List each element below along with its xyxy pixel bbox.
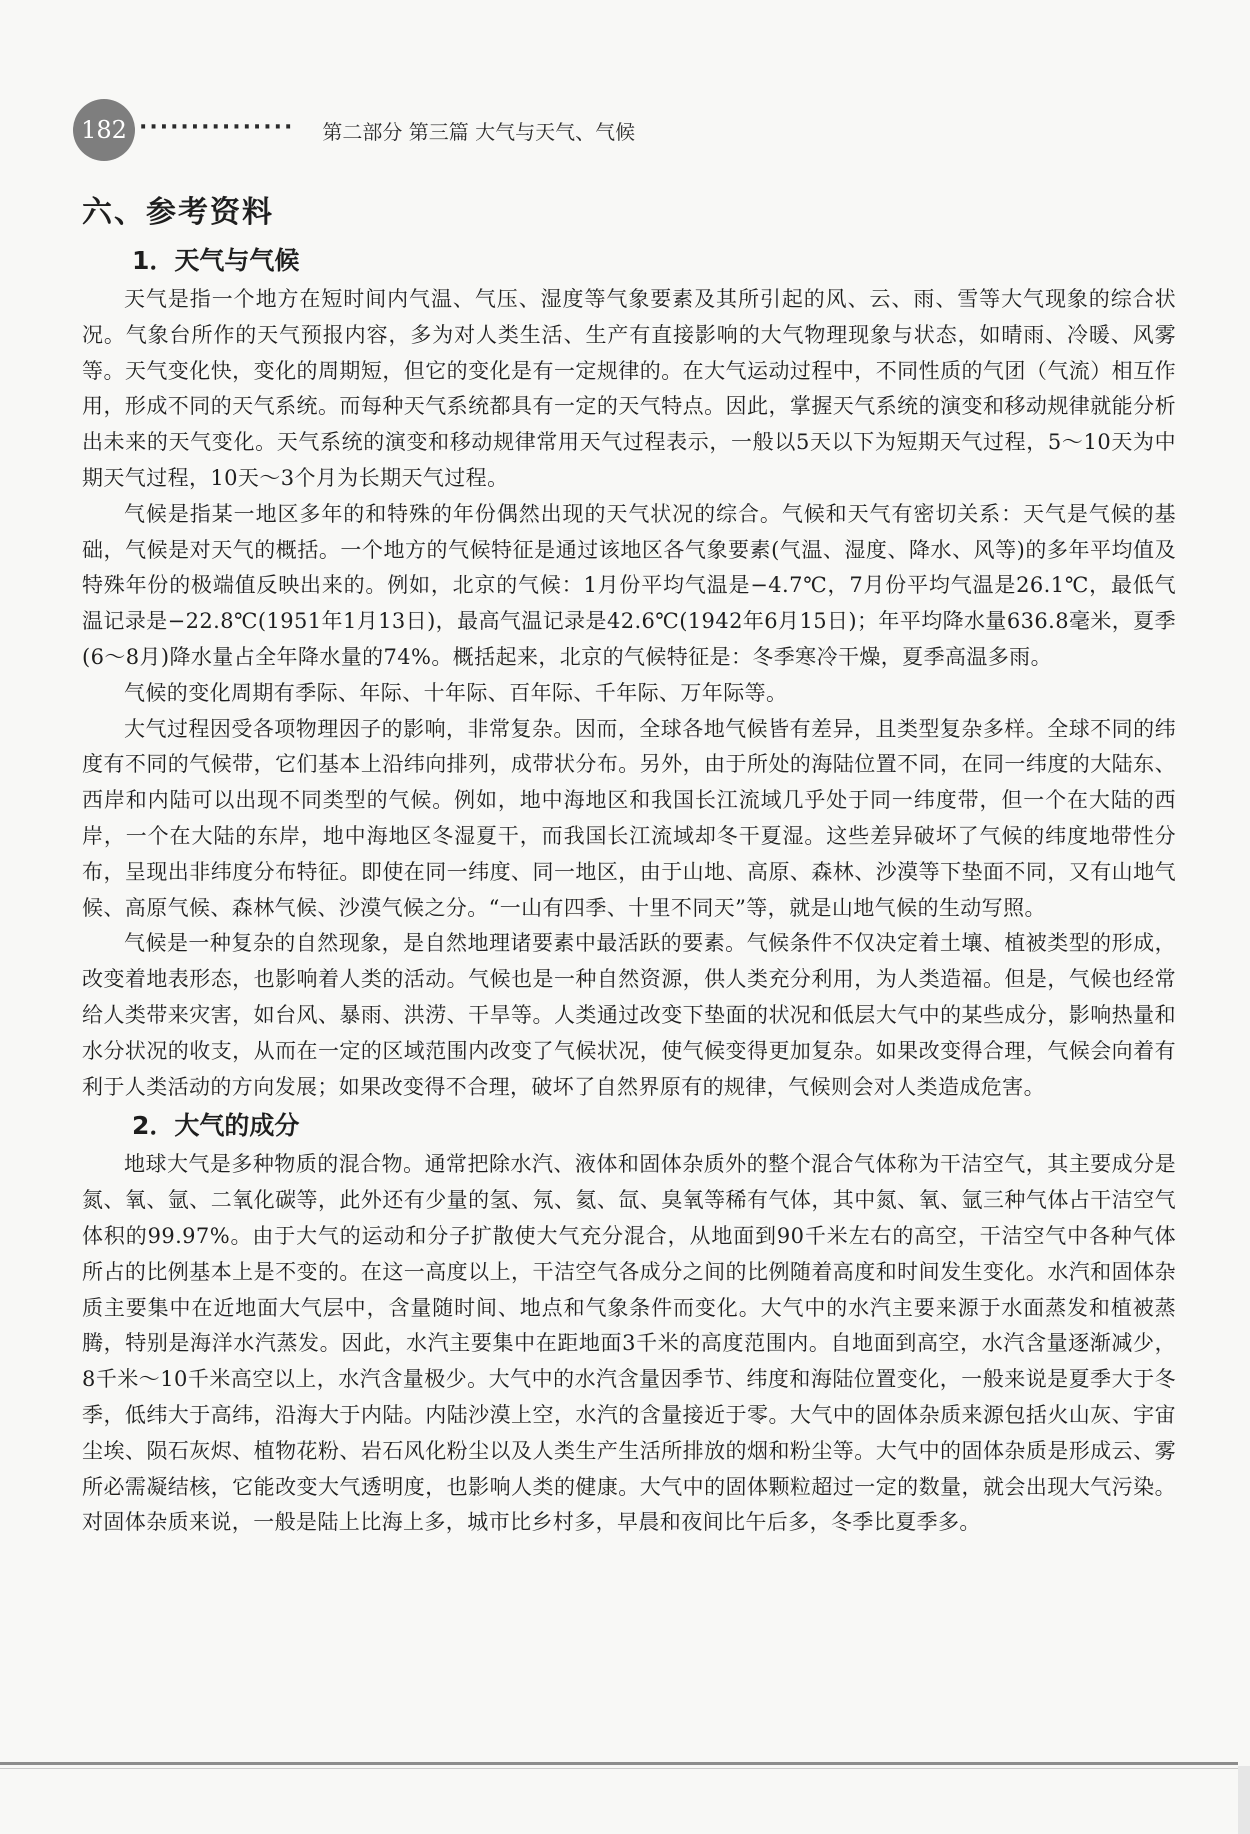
bottom-divider bbox=[0, 1762, 1238, 1765]
paragraph: 大气过程因受各项物理因子的影响，非常复杂。因而，全球各地气候皆有差异，且类型复杂多样。全球不同的纬度有不同的气候带，它们基本上沿纬向排列，成带状分布。另外，由于所处的海陆位置不同，在同一纬度的大陆东、西岸和内陆可以出现不同类型的气候。例如，地中海地区和我国长江流域几乎处于同一纬度带，但一个在大陆的西岸，一个在大陆的东岸，地中海地区冬湿夏干，而我国长江流域却冬干夏湿。这些差异破坏了气候的纬度地带性分布，呈现出非纬度分布特征。即使在同一纬度、同一地区，由于山地、高原、森林、沙漠等下垫面不同，又有山地气候、高原气候、森林气候、沙漠气候之分。“一山有四季、十里不同天”等，就是山地气候的生动写照。 bbox=[82, 716, 1176, 920]
paragraph: 气候是指某一地区多年的和特殊的年份偶然出现的天气状况的综合。气候和天气有密切关系：天气是气候的基础，气候是对天气的概括。一个地方的气候特征是通过该地区各气象要素(气温、湿度、降水、风等)的多年平均值及特殊年份的极端值反映出来的。例如，北京的气候：1月份平均气温是−4.7℃，7月份平均气温是26.1℃，最低气温记录是−22.8℃(1951年1月13日)，最高气温记录是42.6℃(1942年6月15日)；年平均降水量636.8毫米，夏季(6～8月)降水量占全年降水量的74%。概括起来，北京的气候特征是：冬季寒冷干燥，夏季高温多雨。 bbox=[82, 501, 1176, 669]
subsection-title-atmosphere-composition: 2．大气的成分 bbox=[132, 1111, 300, 1141]
page-number-badge: 182 bbox=[73, 99, 135, 161]
running-title: 第二部分 第三篇 大气与天气、气候 bbox=[322, 119, 636, 144]
bottom-divider-thin bbox=[0, 1768, 1238, 1769]
page-header bbox=[73, 100, 1173, 160]
page-content bbox=[82, 186, 1176, 1541]
header-leader-dots: ··············· bbox=[139, 114, 295, 140]
paragraph: 气候的变化周期有季际、年际、十年际、百年际、千年际、万年际等。 bbox=[124, 680, 788, 705]
paragraph: 天气是指一个地方在短时间内气温、气压、湿度等气象要素及其所引起的风、云、雨、雪等大气现象的综合状况。气象台所作的天气预报内容，多为对人类生活、生产有直接影响的大气物理现象与状态，如晴雨、冷暖、风雾等。天气变化快，变化的周期短，但它的变化是有一定规律的。在大气运动过程中，不同性质的气团（气流）相互作用，形成不同的天气系统。而每种天气系统都具有一定的天气特点。因此，掌握天气系统的演变和移动规律就能分析出未来的天气变化。天气系统的演变和移动规律常用天气过程表示，一般以5天以下为短期天气过程，5～10天为中期天气过程，10天～3个月为长期天气过程。 bbox=[82, 287, 1176, 490]
section-title: 六、参考资料 bbox=[82, 195, 274, 230]
paragraph: 地球大气是多种物质的混合物。通常把除水汽、液体和固体杂质外的整个混合气体称为干洁空气，其主要成分是氮、氧、氩、二氧化碳等，此外还有少量的氢、氖、氦、氙、臭氧等稀有气体，其中氮、氧、氩三种气体占干洁空气体积的99.97%。由于大气的运动和分子扩散使大气充分混合，从地面到90千米左右的高空，干洁空气中各种气体所占的比例基本上是不变的。在这一高度以上，干洁空气各成分之间的比例随着高度和时间发生变化。水汽和固体杂质主要集中在近地面大气层中，含量随时间、地点和气象条件而变化。大气中的水汽主要来源于水面蒸发和植被蒸腾，特别是海洋水汽蒸发。因此，水汽主要集中在距地面3千米的高度范围内。自地面到高空，水汽含量逐渐减少，8千米～10千米高空以上，水汽含量极少。大气中的水汽含量因季节、纬度和海陆位置变化，一般来说是夏季大于冬季，低纬大于高纬，沿海大于内陆。内陆沙漠上空，水汽的含量接近于零。大气中的固体杂质来源包括火山灰、宇宙尘埃、陨石灰烬、植物花粉、岩石风化粉尘以及人类生产生活所排放的烟和粉尘等。大气中的固体杂质是形成云、雾所必需凝结核，它能改变大气透明度，也影响人类的健康。大气中的固体颗粒超过一定的数量，就会出现大气污染。对固体杂质来说，一般是陆上比海上多，城市比乡村多，早晨和夜间比午后多，冬季比夏季多。 bbox=[82, 1152, 1176, 1535]
subsection-title-weather-climate: 1．天气与气候 bbox=[132, 246, 300, 275]
paragraph: 气候是一种复杂的自然现象，是自然地理诸要素中最活跃的要素。气候条件不仅决定着土壤、植被类型的形成，改变着地表形态，也影响着人类的活动。气候也是一种自然资源，供人类充分利用，为人类造福。但是，气候也经常给人类带来灾害，如台风、暴雨、洪涝、干旱等。人类通过改变下垫面的状况和低层大气中的某些成分，影响热量和水分状况的收支，从而在一定的区域范围内改变了气候状况，使气候变得更加复杂。如果改变得合理，气候会向着有利于人类活动的方向发展；如果改变得不合理，破坏了自然界原有的规律，气候则会对人类造成危害。 bbox=[82, 931, 1176, 1099]
page-edge-shadow bbox=[1238, 1766, 1250, 1834]
